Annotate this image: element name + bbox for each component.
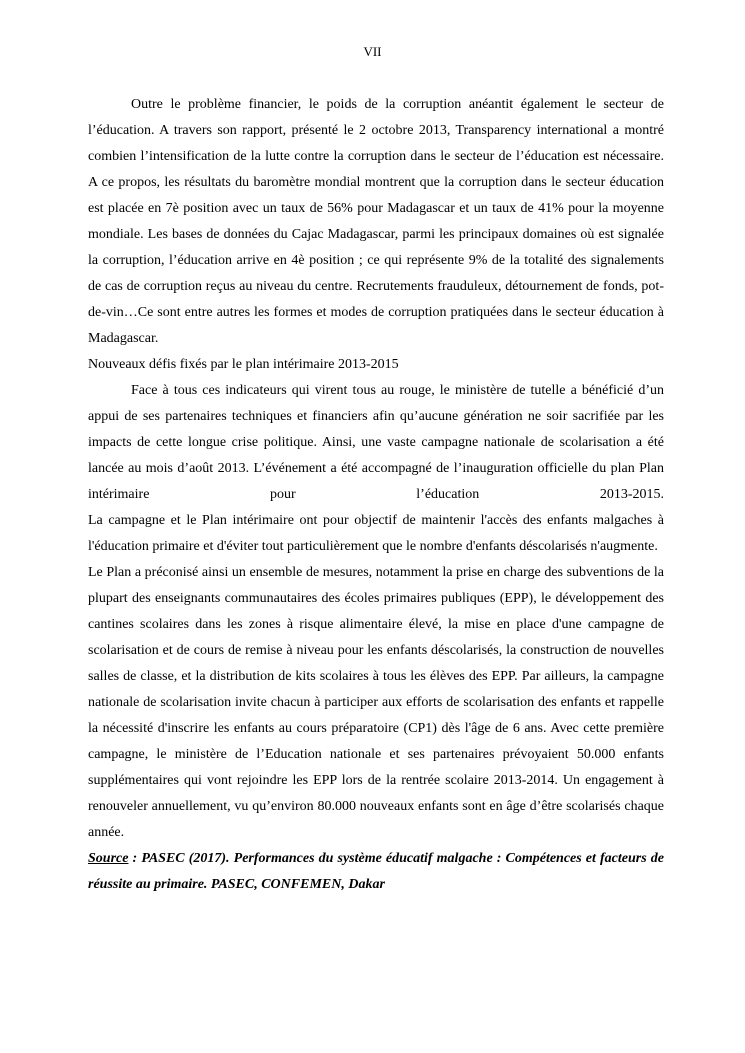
- source-separator: :: [128, 851, 142, 866]
- document-body: [88, 92, 664, 898]
- source-text: PASEC (2017). Performances du système éducatif malgache : Compétences et facteurs de réussite au primaire. PASEC, CONFEMEN, Dakar: [88, 851, 664, 892]
- page-number: VII: [363, 44, 382, 59]
- paragraph-campaign: Face à tous ces indicateurs qui virent tous au rouge, le ministère de tutelle a bénéficié d’un appui de ses partenaires techniques et financiers afin qu’aucune génération ne soir sacrifiée par les impacts de cette longue crise politique. Ainsi, une vaste campagne nationale de scolarisation a été lancée au mois d’août 2013. L’événement a été accompagné de l’inauguration officielle du plan Plan intérimaire pour l’éducation 2013-2015.: [88, 383, 664, 502]
- paragraph-corruption: Outre le problème financier, le poids de la corruption anéantit également le secteur de l’éducation. A travers son rapport, présenté le 2 octobre 2013, Transparency international a montré combien l’intensification de la lutte contre la corruption dans le secteur de l’éducation est nécessaire. A ce propos, les résultats du baromètre mondial montrent que la corruption dans le secteur éducation est placée en 7è position avec un taux de 56% pour Madagascar et un taux de 41% pour la moyenne mondiale. Les bases de données du Cajac Madagascar, parmi les principaux domaines où est signalée la corruption, l’éducation arrive en 4è position ; ce qui représente 9% de la totalité des signalements de cas de corruption reçus au niveau du centre. Recrutements frauduleux, détournement de fonds, pot-de-vin…Ce sont entre autres les formes et modes de corruption pratiquées dans le secteur éducation à Madagascar.: [88, 97, 664, 346]
- paragraph-measures: Le Plan a préconisé ainsi un ensemble de mesures, notamment la prise en charge des subventions de la plupart des enseignants communautaires des écoles primaires publiques (EPP), le développement des cantines scolaires dans les zones à risque alimentaire élevé, la mise en place d'une campagne de scolarisation et de cours de remise à niveau pour les enfants déscolarisés, la construction de nouvelles salles de classe, et la distribution de kits scolaires à tous les élèves des EPP. Par ailleurs, la campagne nationale de scolarisation invite chacun à participer aux efforts de scolarisation des enfants et rappelle la nécessité d'inscrire les enfants au cours préparatoire (CP1) dès l'âge de 6 ans. Avec cette première campagne, le ministère de l’Education nationale et ses partenaires prévoyaient 50.000 enfants supplémentaires qui vont rejoindre les EPP lors de la rentrée scolaire 2013-2014. Un engagement à renouveler annuellement, vu qu’environ 80.000 nouveaux enfants sont en âge d’être scolarisés chaque année.: [88, 565, 664, 840]
- paragraph-objectives: La campagne et le Plan intérimaire ont pour objectif de maintenir l'accès des enfants malgaches à l'éducation primaire et d'éviter tout particulièrement que le nombre d'enfants déscolarisés n'augmente.: [88, 513, 664, 554]
- section-heading: Nouveaux défis fixés par le plan intérimaire 2013-2015: [88, 357, 399, 372]
- source-label: Source: [88, 851, 129, 866]
- source-citation: [88, 846, 664, 898]
